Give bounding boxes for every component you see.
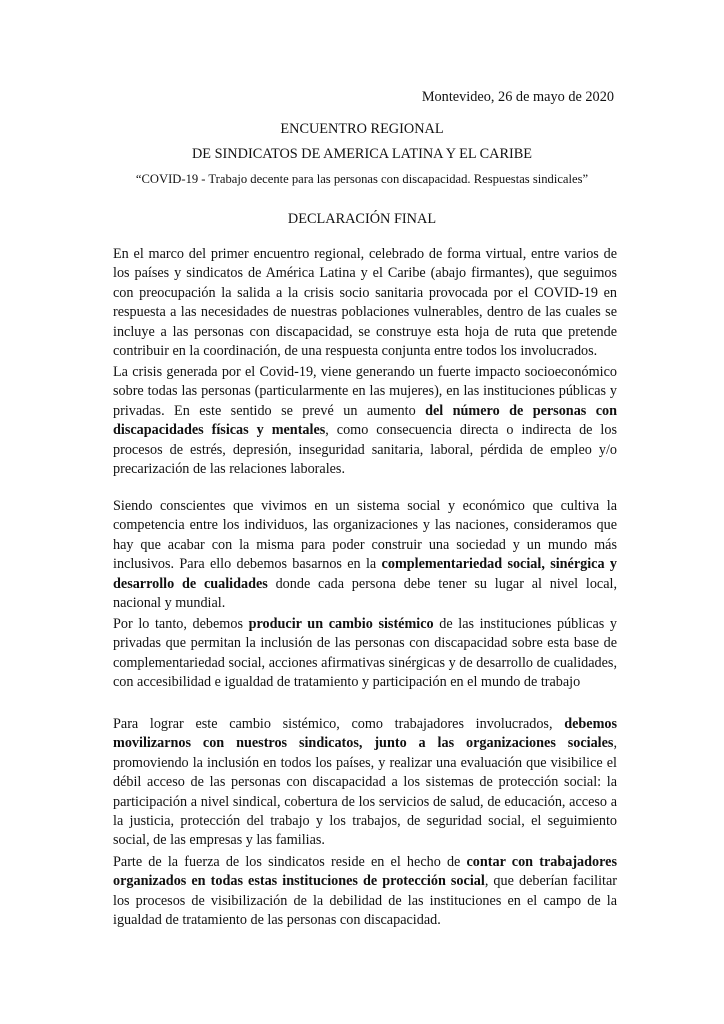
paragraph-5 bbox=[113, 715, 617, 851]
paragraph-6 bbox=[113, 853, 617, 931]
paragraph-4-text-a: Por lo tanto, debemos bbox=[113, 616, 249, 632]
paragraph-3-bold: complementariedad social, sinérgica y desarrollo de cualidades bbox=[113, 556, 617, 592]
paragraph-4 bbox=[113, 615, 617, 693]
document-subtitle: “COVID-19 - Trabajo decente para las personas con discapacidad. Respuestas sindicales” bbox=[135, 172, 589, 186]
paragraph-6-bold: contar con trabajadores organizados en todas estas instituciones de protección social bbox=[113, 854, 617, 890]
title-line-1: ENCUENTRO REGIONAL bbox=[280, 121, 444, 137]
paragraph-5-text-c: , promoviendo la inclusión en todos los países, y realizar una evaluación que visibilice el débil acceso de las personas con discapacidad a los sistemas de protección social: la participación a nivel sindical, cobertura de los servicios de salud, de educación, acceso a la justicia, protección del trabajo y los trabajos, de seguridad social, el seguimiento social, de las empresas y las familias. bbox=[113, 735, 617, 849]
title-line-2: DE SINDICATOS DE AMERICA LATINA Y EL CARIBE bbox=[191, 146, 533, 162]
paragraph-4-bold: producir un cambio sistémico bbox=[248, 616, 434, 632]
paragraph-3-text-a: Siendo conscientes que vivimos en un sistema social y económico que cultiva la competencia entre los individuos, las organizaciones y las naciones, consideramos que hay que acabar con la misma para poder construir una sociedad y un mundo más inclusivos. Para ello debemos basarnos en la bbox=[113, 498, 617, 573]
paragraph-5-text-a: Para lograr este cambio sistémico, como trabajadores involucrados, bbox=[113, 716, 565, 732]
paragraph-3 bbox=[113, 497, 617, 613]
paragraph-1-text: En el marco del primer encuentro regional, celebrado de forma virtual, entre varios de los países y sindicatos de América Latina y el Caribe (abajo firmantes), que seguimos con preocupación la salida a la crisis socio sanitaria provocada por el COVID-19 en respuesta a las necesidades de nuestras poblaciones vulnerables, dentro de las cuales se incluye a las personas con discapacidad, se construye esta hoja de ruta que pretende contribuir en la coordinación, de una respuesta conjunta entre todos los involucrados. bbox=[113, 246, 617, 360]
paragraph-2 bbox=[113, 363, 617, 479]
document-date: Montevideo, 26 de mayo de 2020 bbox=[421, 89, 614, 105]
paragraph-3-text-c: donde cada persona debe tener su lugar al nivel local, nacional y mundial. bbox=[113, 575, 617, 612]
paragraph-6-text-a: Parte de la fuerza de los sindicatos reside en el hecho de bbox=[113, 854, 467, 870]
paragraph-6-text-c: , que deberían facilitar los procesos de visibilización de la debilidad de las instituciones en el campo de la igualdad de tratamiento de las personas con discapacidad. bbox=[113, 873, 618, 929]
paragraph-2-bold: del número de personas con discapacidades físicas y mentales bbox=[113, 402, 618, 439]
paragraph-1 bbox=[113, 245, 617, 361]
paragraph-4-text-c: de las instituciones públicas y privadas que permitan la inclusión de las personas con discapacidad sobre esta base de complementariedad social, acciones afirmativas sinérgicas y de desarrollo de cualidades, con accesibilidad e igualdad de tratamiento y participación en el mundo de trabajo bbox=[113, 616, 617, 691]
paragraph-2-text-a: La crisis generada por el Covid-19, viene generando un fuerte impacto socioeconómico sobre todas las personas (particularmente en las mujeres), en las instituciones públicas y privadas. En este sentido se prevé un aumento bbox=[113, 364, 617, 419]
paragraph-2-text-c: , como consecuencia directa o indirecta de los procesos de estrés, depresión, inseguridad sanitaria, laboral, pérdida de empleo y/o precarización de las relaciones laborales. bbox=[113, 422, 617, 478]
paragraph-5-bold: debemos movilizarnos con nuestros sindicatos, junto a las organizaciones sociales bbox=[113, 716, 617, 752]
declaration-heading: DECLARACIÓN FINAL bbox=[287, 211, 437, 227]
